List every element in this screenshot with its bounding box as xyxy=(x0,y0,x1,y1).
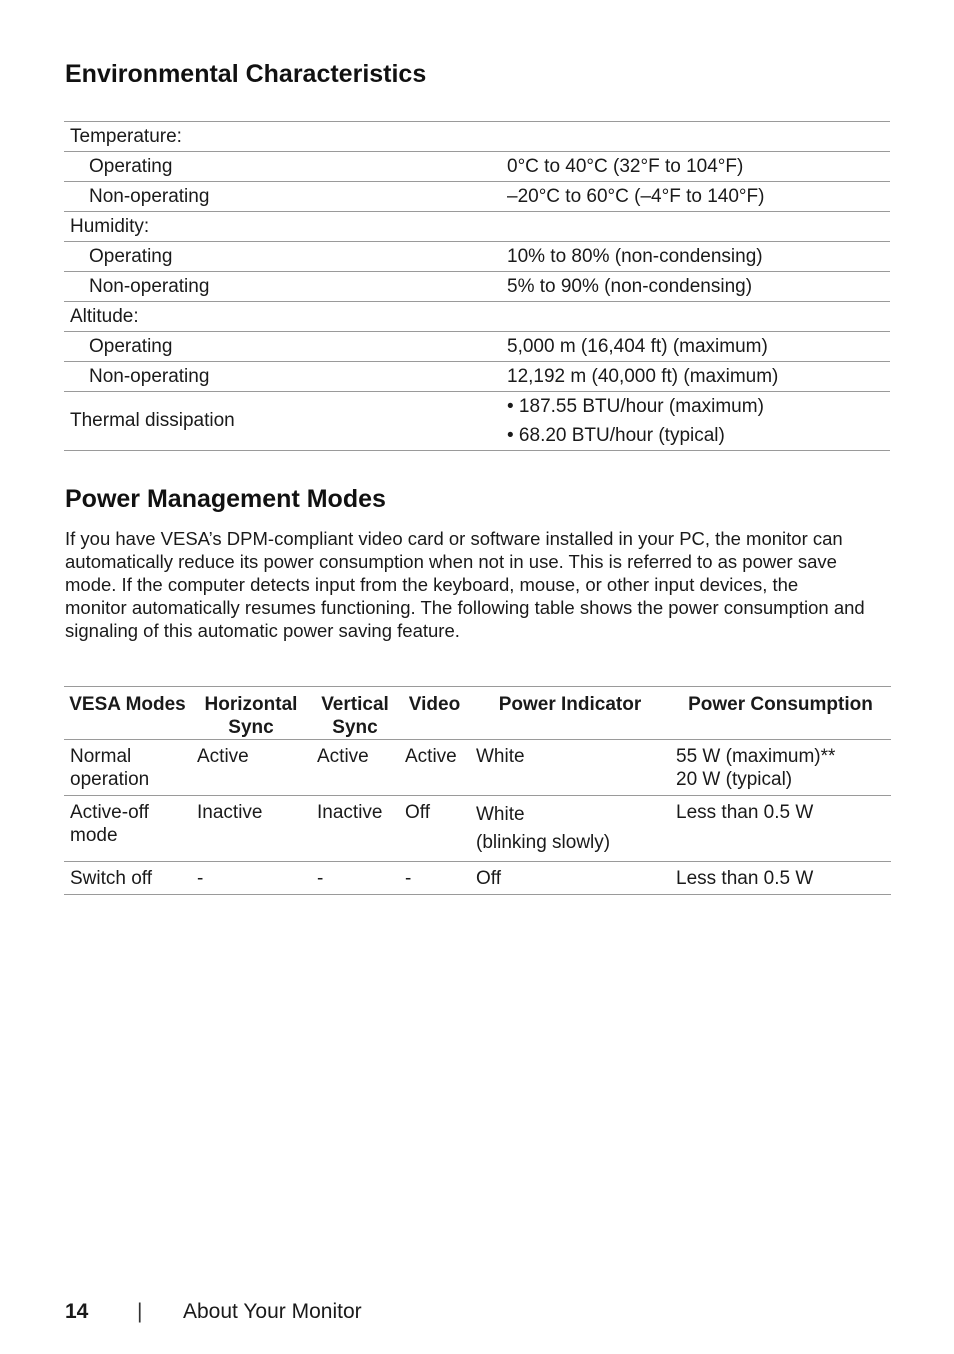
power-cell-line: 55 W (maximum)** xyxy=(676,746,836,767)
env-value xyxy=(501,122,890,152)
power-table-row xyxy=(64,796,891,862)
page-footer xyxy=(65,1300,362,1324)
power-cell-hsync: Active xyxy=(191,740,311,796)
env-row xyxy=(64,182,890,212)
env-row xyxy=(64,302,890,332)
power-cell-line: White xyxy=(476,804,525,825)
power-cell-vsync: Active xyxy=(311,740,399,796)
power-cell-vsync: - xyxy=(311,862,399,895)
section-heading-environmental: Environmental Characteristics xyxy=(65,60,427,88)
env-row xyxy=(64,362,890,392)
power-cell-hsync: Inactive xyxy=(191,796,311,862)
power-table-row xyxy=(64,740,891,796)
power-cell-consumption xyxy=(670,740,891,796)
env-value: 5,000 m (16,404 ft) (maximum) xyxy=(501,332,890,362)
power-management-intro: If you have VESA’s DPM-compliant video card or software installed in your PC, the monitor can automatically reduce its power consumption when not in use. This is referred to as power save mode. If the computer detects input from the keyboard, mouse, or other input devices, the monitor automatically resumes functioning. The following table shows the power consumption and signaling of this automatic power saving feature. xyxy=(65,528,865,641)
env-value: 10% to 80% (non-condensing) xyxy=(501,242,890,272)
power-cell-video: - xyxy=(399,862,470,895)
env-value: 12,192 m (40,000 ft) (maximum) xyxy=(501,362,890,392)
power-cell-line: Less than 0.5 W xyxy=(676,802,814,823)
env-value xyxy=(501,392,890,451)
power-table-header: Vertical Sync xyxy=(311,687,399,740)
env-value xyxy=(501,212,890,242)
power-cell-indicator xyxy=(470,862,670,895)
power-cell-line: White xyxy=(476,746,525,767)
power-cell-line: Less than 0.5 W xyxy=(676,868,814,889)
environmental-table xyxy=(64,121,890,451)
env-label: Temperature: xyxy=(64,122,501,152)
env-label: Operating xyxy=(64,242,501,272)
power-cell-vsync: Inactive xyxy=(311,796,399,862)
env-label: Altitude: xyxy=(64,302,501,332)
env-value: 0°C to 40°C (32°F to 104°F) xyxy=(501,152,890,182)
power-table-header: Power Indicator xyxy=(470,687,670,740)
env-row xyxy=(64,122,890,152)
power-cell-mode: Switch off xyxy=(64,862,191,895)
power-table-header: Horizontal Sync xyxy=(191,687,311,740)
env-row-thermal xyxy=(64,392,890,451)
power-cell-line: 20 W (typical) xyxy=(676,769,793,790)
power-table-header-row xyxy=(64,687,891,740)
env-value xyxy=(501,302,890,332)
power-table-row xyxy=(64,862,891,895)
env-label: Non-operating xyxy=(64,182,501,212)
env-label: Non-operating xyxy=(64,272,501,302)
env-label: Operating xyxy=(64,152,501,182)
env-row xyxy=(64,212,890,242)
env-value: –20°C to 60°C (–4°F to 140°F) xyxy=(501,182,890,212)
power-cell-mode: Normal operation xyxy=(64,740,191,796)
env-row xyxy=(64,272,890,302)
power-modes-table xyxy=(64,686,891,895)
env-row xyxy=(64,152,890,182)
env-label: Thermal dissipation xyxy=(64,392,501,451)
power-table-header: Power Consumption xyxy=(670,687,891,740)
power-cell-video: Active xyxy=(399,740,470,796)
thermal-value-item: • 187.55 BTU/hour (maximum) xyxy=(507,396,764,417)
power-cell-consumption xyxy=(670,862,891,895)
env-row xyxy=(64,242,890,272)
thermal-value-item: • 68.20 BTU/hour (typical) xyxy=(507,425,725,446)
env-label: Humidity: xyxy=(64,212,501,242)
env-label: Operating xyxy=(64,332,501,362)
power-cell-consumption xyxy=(670,796,891,862)
power-cell-indicator xyxy=(470,796,670,862)
power-cell-hsync: - xyxy=(191,862,311,895)
env-row xyxy=(64,332,890,362)
env-label: Non-operating xyxy=(64,362,501,392)
power-cell-line: Off xyxy=(476,868,501,889)
footer-separator: | xyxy=(137,1300,143,1323)
page-number: 14 xyxy=(65,1300,89,1323)
env-value: 5% to 90% (non-condensing) xyxy=(501,272,890,302)
power-table-header: Video xyxy=(399,687,470,740)
power-cell-video: Off xyxy=(399,796,470,862)
power-cell-indicator xyxy=(470,740,670,796)
power-cell-line: (blinking slowly) xyxy=(476,832,611,853)
power-table-header: VESA Modes xyxy=(64,687,191,740)
section-heading-power-management: Power Management Modes xyxy=(65,485,386,513)
power-cell-mode: Active-off mode xyxy=(64,796,191,862)
footer-section-title: About Your Monitor xyxy=(183,1300,362,1323)
